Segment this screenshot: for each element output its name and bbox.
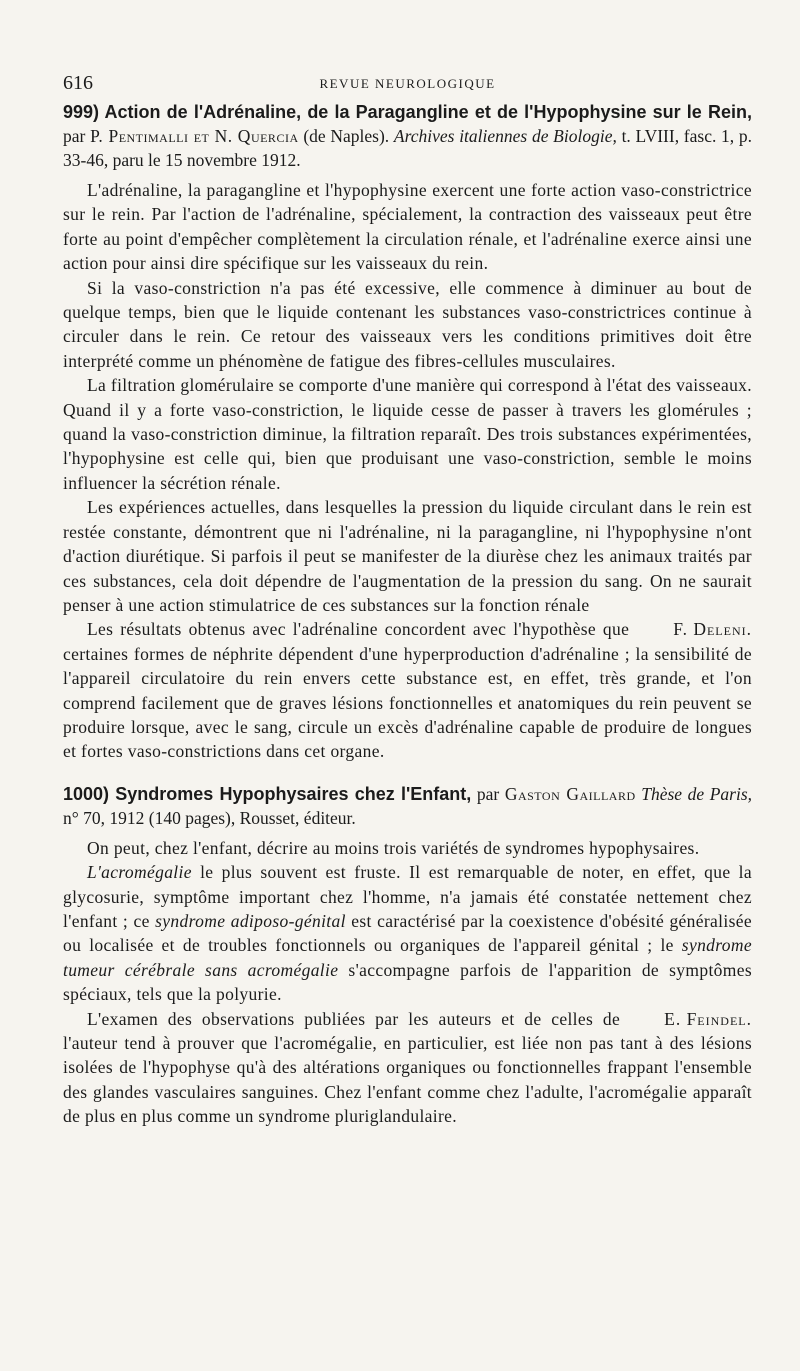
term-syndrome-tumeur-cerebrale: syndrome tumeur cérébrale sans acromégalie <box>63 935 752 980</box>
text-run: s'accompagne parfois de l'apparition de symptômes spéciaux, tels que la polyurie. <box>63 959 752 1005</box>
text-run: est caractérisé par la coexistence d'obésité généralisée ou localisée et de troubles fonctionnels ou organiques de l'appareil génital ; le <box>63 910 752 956</box>
term-acromegalie: L'acromégalie <box>87 862 192 883</box>
entry-999-number: 999) <box>63 102 100 122</box>
entry-1000-paragraph-text: L'examen des observations publiées par les auteurs et de celles de l'auteur tend à prouver que l'acromégalie, en particulier, est liée non pas tant à des lésions isolées de l'hypophyse qu'à des altérations organiques ou fonctionnelles frappant l'ensemble des glandes vasculaires sanguines. Chez l'enfant comme chez l'adulte, l'acromégalie apparaît de plus en plus comme un syndrome pluriglandulaire. <box>63 1008 752 1127</box>
entry-999-paragraph: L'adrénaline, la paragangline et l'hypophysine exercent une forte action vaso-constrictrice sur le rein. Par l'action de l'adrénaline, spécialement, la contraction des vaisseaux peut être forte au point d'empêcher complètement la circulation rénale, et l'adrénaline exerce ainsi une action pour ainsi dire spécifique sur les vaisseaux du rein. <box>63 180 752 274</box>
entry-1000-reference: n° 70, 1912 (140 pages), Rousset, éditeur. <box>63 807 356 828</box>
text-run: le plus souvent est fruste. Il est remarquable de noter, en effet, que la glycosurie, symptôme important chez l'homme, n'a jamais été constatée nettement chez l'enfant ; ce <box>63 862 752 931</box>
running-title: REVUE NEUROLOGIQUE <box>319 76 496 91</box>
entry-999-title: Action de l'Adrénaline, de la Paragangline et de l'Hypophysine sur le Rein, <box>104 102 752 122</box>
page-body <box>63 100 752 1129</box>
entry-1000-last-paragraph <box>63 1007 752 1129</box>
entry-999-authors: P. Pentimalli et N. Quercia <box>90 126 299 146</box>
entry-1000-number: 1000) <box>63 783 110 804</box>
entry-1000-by: par <box>476 783 500 804</box>
entry-999-affiliation: (de Naples). <box>303 126 390 146</box>
term-syndrome-adiposo-genital: syndrome adiposo-génital <box>155 910 346 931</box>
entry-1000-author: Gaston Gaillard <box>504 783 636 804</box>
entry-1000-paragraph: On peut, chez l'enfant, décrire au moins trois variétés de syndromes hypophysaires. <box>87 837 700 858</box>
entry-1000-thesis: Thèse de Paris, <box>641 783 753 804</box>
entry-1000-heading <box>63 782 752 830</box>
entry-999-journal: Archives italiennes de Biologie, <box>393 126 617 146</box>
entry-999-by: par <box>63 126 86 146</box>
page-number: 616 <box>63 72 93 94</box>
entry-1000-title: Syndromes Hypophysaires chez l'Enfant, <box>115 783 472 804</box>
entry-999-signature: F. Deleni. <box>673 619 752 640</box>
entry-999-heading <box>63 100 752 172</box>
entry-999-paragraph-text: Les résultats obtenus avec l'adrénaline concordent avec l'hypothèse que certaines formes de néphrite dépendent d'une hyperproduction d'adrénaline ; la sensibilité de l'appareil circulatoire du rein envers cette substance est, en effet, très grande, et l'on comprend facilement que de graves lésions fonctionnelles et anatomiques du rein peuvent se produire lorsque, avec le sang, circule un excès d'adrénaline capable de produire de longues et fortes vaso-constrictions dans cet organe. <box>63 619 752 762</box>
entry-999-reference: t. LVIII, fasc. 1, p. 33-46, paru le 15 novembre 1912. <box>63 126 753 170</box>
entry-999-paragraph: Les expériences actuelles, dans lesquelles la pression du liquide circulant dans le rein est restée constante, démontrent que ni l'adrénaline, ni la paragangline, ni l'hypophysine n'ont d'action diurétique. Si parfois il peut se manifester de la diurèse chez les animaux traités par ces substances, cela doit dépendre de l'augmentation de la pression du sang. On ne saurait penser à une action stimulatrice de ces substances sur la fonction rénale <box>63 497 752 615</box>
entry-999-last-paragraph <box>63 617 752 763</box>
page-header <box>63 72 752 100</box>
entry-1000-paragraph <box>63 860 752 1006</box>
entry-1000-signature: E. Feindel. <box>664 1008 752 1029</box>
entry-999-paragraph: La filtration glomérulaire se comporte d'une manière qui correspond à l'état des vaisseaux. Quand il y a forte vaso-constriction, le liquide cesse de passer à travers les glomérules ; quand la vaso-constriction diminue, la filtration reparaît. Des trois substances expérimentées, l'hypophysine est celle qui, bien que produisant une vaso-constriction, semble le moins influencer la sécrétion rénale. <box>63 375 752 493</box>
entry-999-paragraph: Si la vaso-constriction n'a pas été excessive, elle commence à diminuer au bout de quelque temps, bien que le liquide contenant les substances vaso-constrictrices continue à circuler dans le rein. Ce retour des vaisseaux vers les conditions primitives doit être interprété comme un phénomène de fatigue des fibres-cellules musculaires. <box>63 277 752 371</box>
